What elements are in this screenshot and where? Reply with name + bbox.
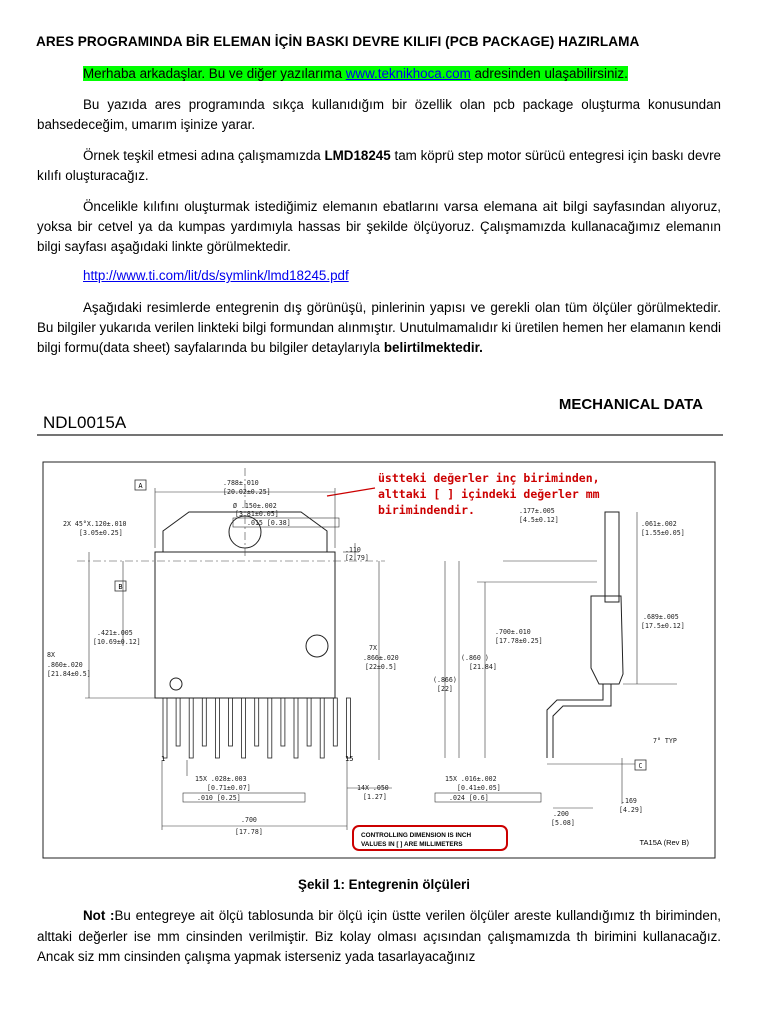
dim-hole-mm: [3.81±0.05]	[235, 510, 279, 518]
pin-lead	[346, 698, 350, 758]
paragraph-4-end: belirtilmektedir.	[383, 340, 483, 355]
dim-pin-tol: .010 [0.25]	[197, 794, 241, 802]
pin-lead	[163, 698, 167, 758]
annotation-line-1: üstteki değerler inç biriminden,	[378, 471, 600, 485]
pin-lead	[281, 698, 285, 746]
pin-lead	[215, 698, 219, 758]
marker-dot-right	[306, 635, 328, 657]
dim-span: .700	[241, 816, 257, 824]
dim-label-8x: 8X	[47, 651, 55, 659]
dim-body-h-7x-mm: [22±0.5]	[365, 663, 397, 671]
note-text: Bu entegreye ait ölçü tablosunda bir ölçü için üstte verilen ölçüler areste kullandığımız th biriminden, alttaki değerler ise mm cinsinden verilmiştir. Biz kolay olması açısından çalışmamızda th birimini kullanacağız. Ancak siz mm cinsinden çalışma yapmak isterseniz yada tasarlayacağınız	[37, 908, 721, 964]
paragraph-1-text: Bu yazıda ares programında sıkça kullanıdığım bir özellik olan pcb package oluşturma konusundan bahsedeceğim, umarım işinize yarar.	[37, 97, 721, 132]
pin-lead	[320, 698, 324, 758]
dim-pin-width-mm: [0.71±0.07]	[207, 784, 251, 792]
dim-angle: 7° TYP	[653, 737, 677, 745]
dim-side-tab: .061±.002	[641, 520, 677, 528]
dim-pitch-mm: [1.27]	[363, 793, 387, 801]
dim-label-7x: 7X	[369, 644, 377, 652]
body-outline	[155, 552, 335, 698]
dim-side-866-mm: [22]	[437, 685, 453, 693]
intro-highlight	[83, 66, 628, 81]
annotation-line-2: alttaki [ ] içindeki değerler mm	[378, 487, 600, 501]
paragraph-2	[37, 146, 721, 186]
pin-lead	[202, 698, 206, 746]
dim-tab-top: .110	[345, 546, 361, 554]
intro-text-after: adresinden ulaşabilirsiniz.	[470, 66, 628, 81]
dim-body-h: .860±.020	[47, 661, 83, 669]
pin-15-label: 15	[345, 755, 354, 763]
dim-width-top: .788±.010	[223, 479, 259, 487]
dim-pitch: 14X .050	[357, 784, 389, 792]
paragraph-4-ve: ve	[470, 299, 486, 315]
paragraph-2-text: Örnek teşkil etmesi adına çalışmamızda	[83, 148, 325, 163]
dim-pin-width: 15X .028±.003	[195, 775, 247, 783]
paragraph-2-text-after: tam köprü step motor sürücü entegresi için baskı devre kılıfı oluşturacağız.	[37, 148, 721, 183]
note-label: Not :	[83, 908, 115, 923]
controlling-note-line-2: VALUES IN [ ] ARE MILLIMETERS	[361, 841, 463, 848]
dim-offset-mm: [4.29]	[619, 806, 643, 814]
paragraph-4-text-mid: entegrenin dış görünüşü, pinlerinin yapısı	[210, 300, 471, 315]
note-paragraph	[37, 906, 721, 968]
pin-lead	[242, 698, 246, 758]
pin-lead	[294, 698, 298, 758]
dim-body-h-7x: .866±.020	[363, 654, 399, 662]
pin-lead	[229, 698, 233, 746]
mechanical-data-header: MECHANICAL DATA	[558, 396, 703, 413]
dim-side-lead: .700±.010	[495, 628, 531, 636]
dim-side-thk-mm: [4.5±0.12]	[519, 516, 559, 524]
dim-lead-t-mm: [0.41±0.05]	[457, 784, 501, 792]
pin-1-label: 1	[161, 755, 166, 763]
dim-hole-y: .421±.005	[97, 629, 133, 637]
dim-lead-t: 15X .016±.002	[445, 775, 497, 783]
package-name: NDL0015A	[43, 413, 127, 432]
datasheet-link-line	[37, 266, 721, 286]
dim-side-860: (.860 )	[461, 654, 489, 662]
figure-caption: Şekil 1: Entegrenin ölçüleri	[298, 877, 470, 892]
dim-side-860-mm: [21.84]	[469, 663, 497, 671]
dim-hole-y-mm: [10.69±0.12]	[93, 638, 141, 646]
dim-side-866: (.866)	[433, 676, 457, 684]
dim-body-h-mm: [21.84±0.5]	[47, 670, 91, 678]
paragraph-4-emphasis: lerde	[179, 299, 211, 315]
side-lead-front	[547, 684, 603, 758]
paragraph-4-text-after: gerekli olan tüm ölçüler görülmektedir. Bu bilgiler yukarıda verilen linkteki bilgi formundan alınmıştır. Unutulmamalıdır ki üretilen hemen her elamanın kendi bilgi formu(data sheet) sayfalarında bu bilgiler detaylarıyla	[37, 300, 721, 355]
dim-pitch2-mm: [5.08]	[551, 819, 575, 827]
pin-lead	[307, 698, 311, 746]
intro-text: Merhaba arkadaşlar. Bu ve diğer yazılarıma	[83, 66, 346, 81]
dim-chamfer-mm: [3.05±0.25]	[79, 529, 123, 537]
intro-paragraph	[37, 64, 721, 84]
dim-offset: .169	[621, 797, 637, 805]
dim-side-lead-mm: [17.78±0.25]	[495, 637, 543, 645]
pin-lead	[268, 698, 272, 758]
dim-lead-tol: .024 [0.6]	[449, 794, 489, 802]
datum-b: B	[118, 583, 123, 591]
site-link[interactable]: www.teknikhoca.com	[345, 66, 471, 81]
revision-label: TA15A (Rev B)	[639, 838, 689, 847]
paragraph-3-text-after: sayfasından alıyoruz, yoksa bir cetvel ya da kumpas yardımıyla hassas bir şekilde ölçüyoruz. Çalışmamızda kullanacağımız elemanın bilgi sayfası aşağıdaki linkte görülmektedir.	[37, 199, 722, 254]
dim-side-tab-mm: [1.55±0.05]	[641, 529, 685, 537]
datum-c: C	[638, 762, 643, 770]
paragraph-4-text: Aşağıdaki resim	[83, 300, 180, 315]
paragraph-4	[37, 297, 721, 358]
pin-lead	[176, 698, 180, 746]
pin-lead	[255, 698, 259, 746]
annotation-line-3: birimindendir.	[378, 503, 475, 517]
pin-row	[163, 698, 350, 758]
dim-side-thk: .177±.005	[519, 507, 555, 515]
dim-side-h-mm: [17.5±0.12]	[641, 622, 685, 630]
pin-lead	[189, 698, 193, 758]
dim-hole-tol: .015 [0.38]	[247, 519, 291, 527]
dim-pitch2: .200	[553, 810, 569, 818]
document-title: ARES PROGRAMINDA BİR ELEMAN İÇİN BASKI DEVRE KILIFI (PCB PACKAGE) HAZIRLAMA	[36, 34, 640, 49]
dim-tab-top-mm: [2.79]	[345, 554, 369, 562]
dim-hole: Ø .150±.002	[233, 502, 277, 510]
side-tab	[605, 512, 619, 602]
side-body	[591, 596, 623, 684]
paragraph-3	[37, 196, 721, 257]
controlling-note-line-1: CONTROLLING DIMENSION IS INCH	[361, 832, 472, 839]
datasheet-link[interactable]: http://www.ti.com/lit/ds/symlink/lmd18245.pdf	[83, 268, 349, 283]
paragraph-1	[37, 95, 721, 135]
marker-dot-left	[170, 678, 182, 690]
dim-side-h: .689±.005	[643, 613, 679, 621]
side-lead-back	[553, 684, 611, 758]
paragraph-3-text: Öncelikle kılıfını oluşturmak istediğimiz elemanın ebatlarını	[83, 199, 444, 214]
mechanical-drawing	[37, 388, 723, 860]
paragraph-3-emphasis: varsa elemana ait bilgi	[443, 198, 588, 214]
dim-width-top-mm: [20.02±0.25]	[223, 488, 271, 496]
part-number: LMD18245	[324, 148, 391, 163]
dim-span-mm: [17.78]	[235, 828, 263, 836]
pin-lead	[333, 698, 337, 746]
dim-chamfer: 2X 45°X.120±.010	[63, 520, 127, 528]
datum-a: A	[138, 482, 143, 490]
